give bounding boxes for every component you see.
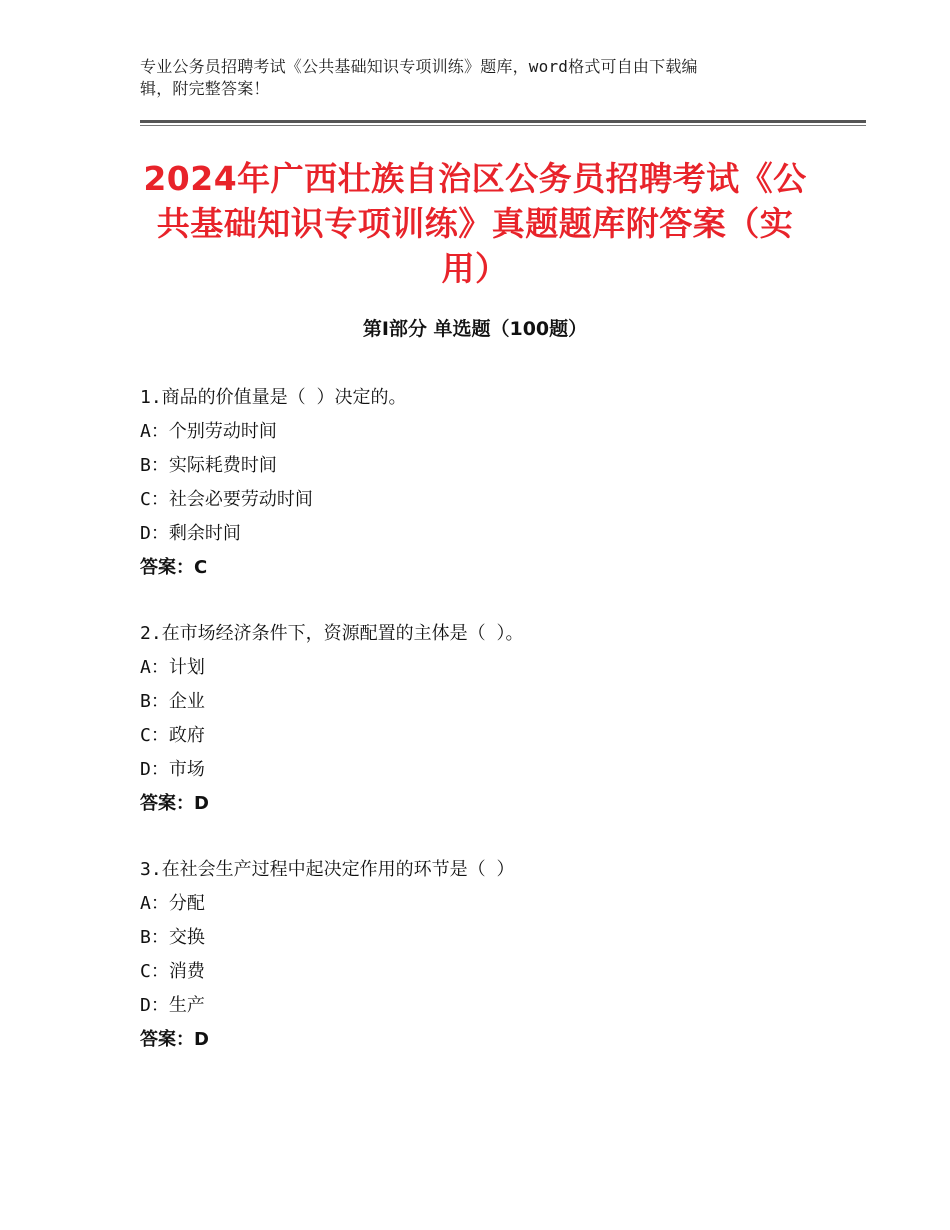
option-b: B：实际耗费时间 <box>140 455 277 476</box>
document-title-line-3: 用） <box>441 249 509 288</box>
header-note-line-2: 辑，附完整答案！ <box>140 79 270 98</box>
option-c: C：政府 <box>140 725 205 746</box>
option-a: A：计划 <box>140 657 205 678</box>
question-item <box>140 381 860 585</box>
header-note <box>140 56 800 100</box>
question-stem: 1.商品的价值量是（ ）决定的。 <box>140 387 407 408</box>
question-stem: 2.在市场经济条件下，资源配置的主体是（ ）。 <box>140 623 524 644</box>
question-list <box>140 381 860 1089</box>
option-b: B：企业 <box>140 691 205 712</box>
option-c: C：社会必要劳动时间 <box>140 489 313 510</box>
section-title: 第Ⅰ部分 单选题（100题） <box>362 318 588 340</box>
header-note-line-1: 专业公务员招聘考试《公共基础知识专项训练》题库，word格式可自由下载编 <box>140 57 698 76</box>
question-item <box>140 617 860 821</box>
document-title-line-1: 2024年广西壮族自治区公务员招聘考试《公 <box>143 159 807 198</box>
option-d: D：市场 <box>140 759 205 780</box>
option-d: D：剩余时间 <box>140 523 241 544</box>
question-answer: 答案：D <box>140 793 209 814</box>
document-title-line-2: 共基础知识专项训练》真题题库附答案（实 <box>156 204 794 243</box>
option-c: C：消费 <box>140 961 205 982</box>
header-divider-thin <box>140 125 866 126</box>
question-item <box>140 853 860 1057</box>
option-a: A：分配 <box>140 893 205 914</box>
option-d: D：生产 <box>140 995 205 1016</box>
document-title <box>140 156 810 291</box>
option-b: B：交换 <box>140 927 205 948</box>
header-divider-thick <box>140 120 866 123</box>
question-answer: 答案：D <box>140 1029 209 1050</box>
question-answer: 答案：C <box>140 557 208 578</box>
option-a: A：个别劳动时间 <box>140 421 277 442</box>
question-stem: 3.在社会生产过程中起决定作用的环节是（ ） <box>140 859 515 880</box>
